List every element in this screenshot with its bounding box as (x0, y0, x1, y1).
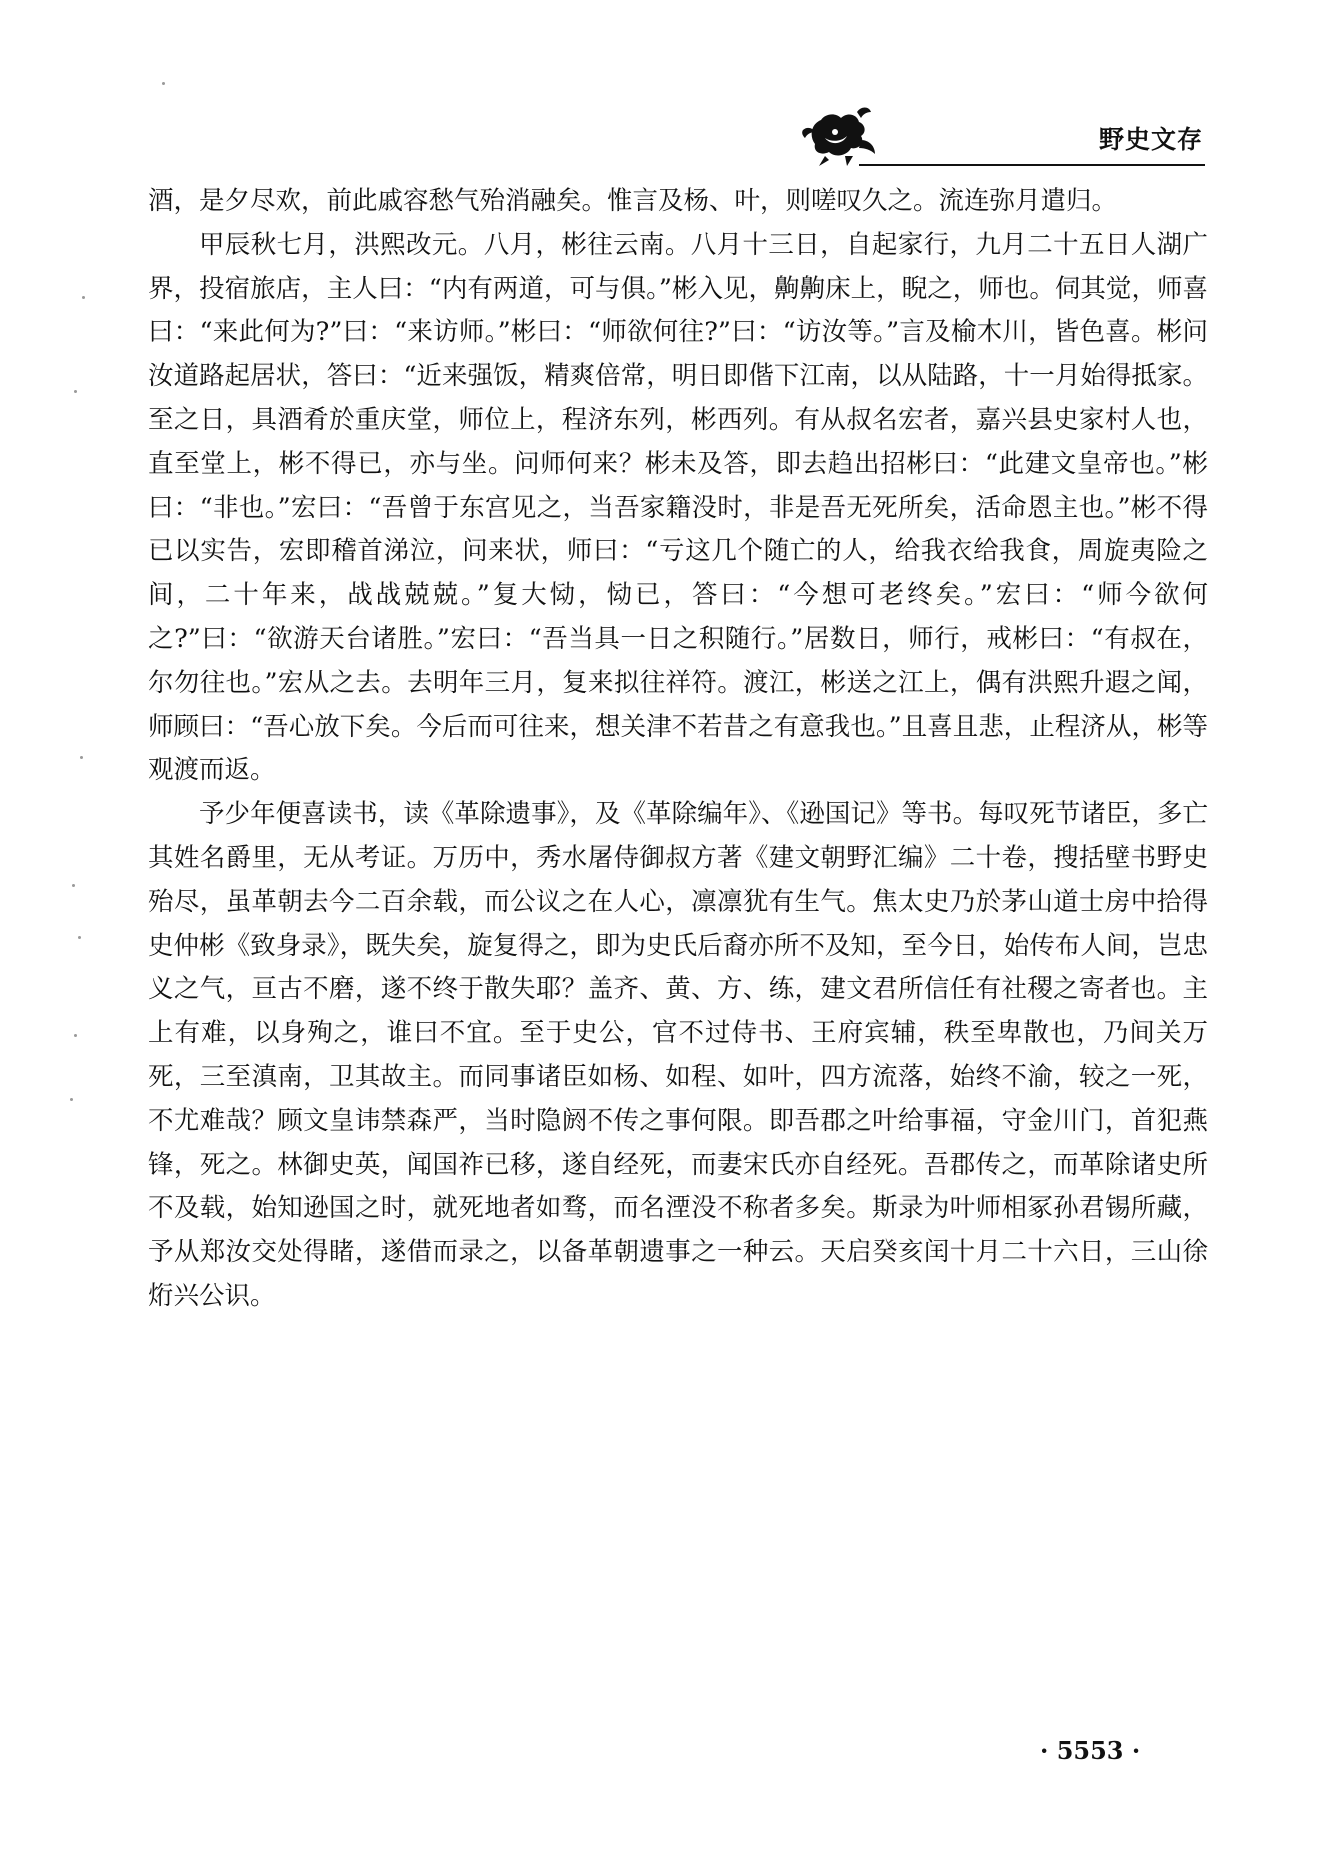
paragraph-3: 予少年便喜读书，读《革除遗事》，及《革除编年》、《逊国记》等书。每叹死节诸臣，多亡其姓名爵里，无从考证。万历中，秀水屠侍御叔方著《建文朝野汇编》二十卷，搜括壁书野史殆尽，虽革朝去今二百余载，而公议之在人心，凛凛犹有生气。焦太史乃於茅山道士房中拾得史仲彬《致身录》，既失矣，旋复得之，即为史氏后裔亦所不及知，至今日，始传布人间，岂忠义之气，亘古不磨，遂不终于散失耶？盖齐、黄、方、练，建文君所信任有社稷之寄者也。主上有难，以身殉之，谁曰不宜。至于史公，官不过侍书、王府宾辅，秩至卑散也，乃间关万死，三至滇南，卫其故主。而同事诸臣如杨、如程、如叶，四方流落，始终不渝，较之一死，不尤难哉？顾文皇讳禁森严，当时隐阏不传之事何限。即吾郡之叶给事福，守金川门，首犯燕锋，死之。林御史英，闻国祚已移，遂自经死，而妻宋氏亦自经死。吾郡传之，而革除诸史所不及载，始知逊国之时，就死地者如骛，而名湮没不称者多矣。斯录为叶师相冢孙君锡所藏，予从郑汝交处得睹，遂借而录之，以备革朝遗事之一种云。天启癸亥闰十月二十六日，三山徐烆兴公识。 (148, 799, 1208, 1311)
scan-speck (74, 1034, 77, 1037)
page-number: · 5553 · (1040, 1736, 1141, 1765)
paragraph-1: 酒，是夕尽欢，前此戚容愁气殆消融矣。惟言及杨、叶，则嗟叹久之。流连弥月遣归。 (148, 186, 1118, 216)
scan-speck (70, 1098, 73, 1101)
running-header (795, 100, 1205, 170)
body-text (148, 180, 1208, 1319)
scan-speck (82, 296, 85, 299)
scan-speck (74, 390, 77, 393)
dragon-emblem-icon (795, 100, 885, 170)
scan-speck (72, 884, 75, 887)
scan-speck (78, 936, 81, 939)
scan-speck (162, 82, 165, 85)
header-rule (859, 164, 1205, 166)
paragraph-2: 甲辰秋七月，洪熙改元。八月，彬往云南。八月十三日，自起家行，九月二十五日人湖广界，投宿旅店，主人曰：“内有两道，可与俱。”彬入见，齁齁床上，睨之，师也。伺其觉，师喜曰：“来此何为?”曰：“来访师。”彬曰：“师欲何往?”曰：“访汝等。”言及榆木川，皆色喜。彬问汝道路起居状，答曰：“近来强饭，精爽倍常，明日即偕下江南，以从陆路，十一月始得抵家。至之日，具酒肴於重庆堂，师位上，程济东列，彬西列。有从叔名宏者，嘉兴县史家村人也，直至堂上，彬不得已，亦与坐。问师何来？彬未及答，即去趋出招彬曰：“此建文皇帝也。”彬曰：“非也。”宏曰：“吾曾于东宫见之，当吾家籍没时，非是吾无死所矣，活命恩主也。”彬不得已以实告，宏即稽首涕泣，问来状，师曰：“亏这几个随亡的人，给我衣给我食，周旋夷险之间，二十年来，战战兢兢。”复大恸，恸已，答曰：“今想可老终矣。”宏曰：“师今欲何之?”曰：“欲游天台诸胜。”宏曰：“吾当具一日之积随行。”居数日，师行，戒彬曰：“有叔在，尔勿往也。”宏从之去。去明年三月，复来拟往祥符。渡江，彬送之江上，偶有洪熙升遐之闻，师顾曰：“吾心放下矣。今后而可往来，想关津不若昔之有意我也。”且喜且悲，止程济从，彬等观渡而返。 (148, 229, 1208, 786)
header-title: 野史文存 (1098, 125, 1203, 154)
scan-speck (80, 756, 83, 759)
